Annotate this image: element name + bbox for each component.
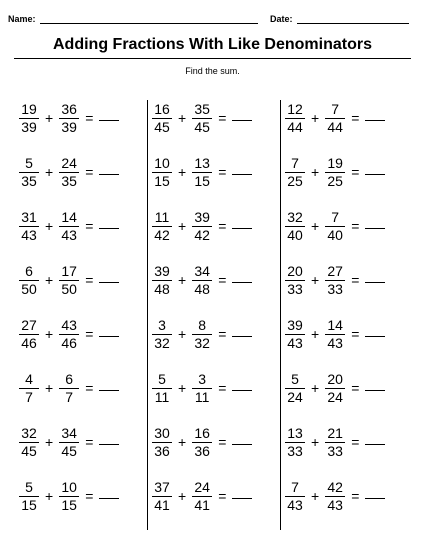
denominator: 40 — [287, 226, 303, 243]
fraction — [151, 318, 173, 351]
answer-blank[interactable] — [232, 497, 252, 499]
fraction — [18, 210, 40, 243]
answer-blank[interactable] — [99, 173, 119, 175]
denominator: 7 — [25, 388, 33, 405]
denominator: 25 — [327, 172, 343, 189]
problem-item — [18, 97, 151, 139]
denominator: 36 — [194, 442, 210, 459]
problem-item — [151, 421, 284, 463]
numerator: 43 — [61, 316, 77, 333]
numerator: 5 — [25, 154, 33, 171]
equals-sign: = — [218, 218, 227, 234]
equals-sign: = — [351, 164, 360, 180]
denominator: 7 — [65, 388, 74, 405]
problem-item — [18, 475, 151, 517]
problem-item — [18, 259, 151, 301]
problem-item — [284, 151, 412, 193]
problem-item — [284, 475, 412, 517]
answer-blank[interactable] — [232, 389, 252, 391]
plus-sign: + — [45, 110, 54, 126]
answer-blank[interactable] — [232, 443, 252, 445]
denominator: 35 — [61, 172, 77, 189]
denominator: 36 — [154, 442, 170, 459]
numerator: 3 — [158, 316, 166, 333]
numerator: 21 — [327, 424, 343, 441]
numerator: 4 — [25, 370, 33, 387]
fraction — [324, 156, 346, 189]
plus-sign: + — [45, 434, 54, 450]
numerator: 3 — [198, 370, 207, 387]
answer-blank[interactable] — [232, 173, 252, 175]
denominator: 43 — [327, 334, 343, 351]
answer-blank[interactable] — [99, 281, 119, 283]
plus-sign: + — [311, 110, 320, 126]
fraction — [191, 156, 213, 189]
denominator: 42 — [194, 226, 210, 243]
date-line[interactable] — [297, 14, 409, 24]
problem-item — [151, 259, 284, 301]
answer-blank[interactable] — [365, 389, 385, 391]
fraction — [151, 480, 173, 513]
fraction — [18, 102, 40, 135]
numerator: 7 — [331, 100, 340, 117]
answer-blank[interactable] — [99, 443, 119, 445]
plus-sign: + — [178, 272, 187, 288]
answer-blank[interactable] — [99, 119, 119, 121]
denominator: 46 — [61, 334, 77, 351]
fraction — [18, 480, 40, 513]
answer-blank[interactable] — [99, 389, 119, 391]
fraction — [58, 480, 80, 513]
equals-sign: = — [218, 272, 227, 288]
plus-sign: + — [45, 326, 54, 342]
problem-grid — [18, 97, 412, 529]
numerator: 31 — [21, 208, 37, 225]
denominator: 24 — [327, 388, 343, 405]
denominator: 48 — [154, 280, 170, 297]
fraction — [58, 264, 80, 297]
problem-item — [18, 205, 151, 247]
fraction — [191, 318, 213, 351]
equals-sign: = — [218, 488, 227, 504]
answer-blank[interactable] — [365, 227, 385, 229]
fraction — [151, 102, 173, 135]
denominator: 24 — [287, 388, 303, 405]
date-label: Date: — [270, 14, 293, 24]
problem-item — [18, 151, 151, 193]
name-label: Name: — [8, 14, 36, 24]
numerator: 8 — [198, 316, 207, 333]
numerator: 7 — [291, 154, 299, 171]
fraction — [324, 264, 346, 297]
fraction — [191, 102, 213, 135]
problem-item — [18, 313, 151, 355]
numerator: 30 — [154, 424, 170, 441]
denominator: 43 — [287, 496, 303, 513]
equals-sign: = — [351, 218, 360, 234]
plus-sign: + — [45, 272, 54, 288]
problem-item — [284, 421, 412, 463]
denominator: 15 — [61, 496, 77, 513]
fraction — [18, 318, 40, 351]
plus-sign: + — [311, 434, 320, 450]
answer-blank[interactable] — [99, 497, 119, 499]
denominator: 33 — [287, 442, 303, 459]
numerator: 12 — [287, 100, 303, 117]
numerator: 13 — [194, 154, 210, 171]
fraction — [284, 210, 306, 243]
problem-item — [18, 421, 151, 463]
denominator: 35 — [21, 172, 37, 189]
numerator: 19 — [21, 100, 37, 117]
denominator: 41 — [194, 496, 210, 513]
plus-sign: + — [311, 380, 320, 396]
equals-sign: = — [218, 110, 227, 126]
plus-sign: + — [311, 218, 320, 234]
numerator: 42 — [327, 478, 343, 495]
plus-sign: + — [178, 326, 187, 342]
fraction — [191, 426, 213, 459]
denominator: 41 — [154, 496, 170, 513]
denominator: 43 — [327, 496, 343, 513]
plus-sign: + — [45, 164, 54, 180]
numerator: 7 — [331, 208, 340, 225]
fraction — [191, 372, 213, 405]
problem-item — [284, 313, 412, 355]
answer-blank[interactable] — [365, 173, 385, 175]
name-line[interactable] — [40, 14, 258, 24]
fraction — [191, 480, 213, 513]
numerator: 24 — [194, 478, 210, 495]
worksheet-header — [8, 12, 417, 26]
denominator: 25 — [287, 172, 303, 189]
plus-sign: + — [45, 218, 54, 234]
fraction — [324, 318, 346, 351]
numerator: 5 — [291, 370, 299, 387]
plus-sign: + — [178, 434, 187, 450]
name-field — [8, 12, 258, 24]
problem-item — [284, 259, 412, 301]
fraction — [284, 102, 306, 135]
numerator: 34 — [61, 424, 77, 441]
denominator: 48 — [194, 280, 210, 297]
problem-item — [151, 475, 284, 517]
numerator: 39 — [194, 208, 210, 225]
fraction — [18, 156, 40, 189]
numerator: 20 — [287, 262, 303, 279]
denominator: 33 — [287, 280, 303, 297]
problem-item — [151, 313, 284, 355]
fraction — [151, 210, 173, 243]
equals-sign: = — [351, 326, 360, 342]
denominator: 45 — [154, 118, 170, 135]
numerator: 6 — [25, 262, 33, 279]
denominator: 45 — [194, 118, 210, 135]
numerator: 5 — [25, 478, 33, 495]
answer-blank[interactable] — [365, 119, 385, 121]
fraction — [284, 156, 306, 189]
numerator: 10 — [154, 154, 170, 171]
denominator: 45 — [21, 442, 37, 459]
answer-blank[interactable] — [365, 497, 385, 499]
fraction — [58, 372, 80, 405]
denominator: 11 — [154, 388, 170, 405]
fraction — [151, 264, 173, 297]
denominator: 15 — [194, 172, 210, 189]
numerator: 39 — [154, 262, 170, 279]
answer-blank[interactable] — [232, 227, 252, 229]
fraction — [151, 426, 173, 459]
denominator: 32 — [154, 334, 170, 351]
denominator: 44 — [287, 118, 303, 135]
denominator: 15 — [154, 172, 170, 189]
answer-blank[interactable] — [365, 281, 385, 283]
equals-sign: = — [218, 326, 227, 342]
numerator: 14 — [61, 208, 77, 225]
fraction — [18, 264, 40, 297]
plus-sign: + — [45, 380, 54, 396]
denominator: 42 — [154, 226, 170, 243]
equals-sign: = — [218, 434, 227, 450]
problem-item — [284, 367, 412, 409]
plus-sign: + — [311, 326, 320, 342]
answer-blank[interactable] — [99, 335, 119, 337]
answer-blank[interactable] — [232, 281, 252, 283]
problem-item — [284, 205, 412, 247]
page-title: Adding Fractions With Like Denominators — [53, 36, 372, 53]
fraction — [284, 318, 306, 351]
fraction — [324, 102, 346, 135]
numerator: 36 — [61, 100, 77, 117]
fraction — [284, 264, 306, 297]
title-underline — [14, 58, 411, 59]
plus-sign: + — [178, 164, 187, 180]
numerator: 14 — [327, 316, 343, 333]
numerator: 39 — [287, 316, 303, 333]
plus-sign: + — [178, 218, 187, 234]
problem-item — [18, 367, 151, 409]
numerator: 35 — [194, 100, 210, 117]
fraction — [191, 264, 213, 297]
denominator: 50 — [21, 280, 37, 297]
numerator: 34 — [194, 262, 210, 279]
numerator: 10 — [61, 478, 77, 495]
denominator: 43 — [21, 226, 37, 243]
fraction — [324, 426, 346, 459]
denominator: 33 — [327, 442, 343, 459]
answer-blank[interactable] — [365, 335, 385, 337]
plus-sign: + — [311, 164, 320, 180]
fraction — [324, 210, 346, 243]
equals-sign: = — [351, 110, 360, 126]
denominator: 39 — [21, 118, 37, 135]
fraction — [58, 156, 80, 189]
denominator: 44 — [327, 118, 343, 135]
fraction — [191, 210, 213, 243]
fraction — [58, 318, 80, 351]
equals-sign: = — [351, 272, 360, 288]
answer-blank[interactable] — [232, 119, 252, 121]
fraction — [151, 372, 173, 405]
instructions: Find the sum. — [185, 66, 240, 76]
fraction — [284, 372, 306, 405]
fraction — [324, 372, 346, 405]
fraction — [18, 426, 40, 459]
numerator: 5 — [158, 370, 166, 387]
numerator: 20 — [327, 370, 343, 387]
denominator: 39 — [61, 118, 77, 135]
numerator: 6 — [65, 370, 74, 387]
problem-item — [284, 97, 412, 139]
denominator: 50 — [61, 280, 77, 297]
fraction — [151, 156, 173, 189]
equals-sign: = — [85, 110, 94, 126]
plus-sign: + — [45, 488, 54, 504]
problem-item — [151, 367, 284, 409]
numerator: 27 — [21, 316, 37, 333]
denominator: 32 — [194, 334, 210, 351]
plus-sign: + — [178, 110, 187, 126]
fraction — [18, 372, 40, 405]
numerator: 13 — [287, 424, 303, 441]
answer-blank[interactable] — [365, 443, 385, 445]
equals-sign: = — [85, 272, 94, 288]
numerator: 7 — [291, 478, 299, 495]
numerator: 37 — [154, 478, 170, 495]
problem-item — [151, 97, 284, 139]
denominator: 15 — [21, 496, 37, 513]
fraction — [58, 426, 80, 459]
fraction — [58, 102, 80, 135]
denominator: 46 — [21, 334, 37, 351]
fraction — [284, 480, 306, 513]
numerator: 32 — [21, 424, 37, 441]
numerator: 16 — [194, 424, 210, 441]
date-field — [270, 12, 409, 24]
fraction — [324, 480, 346, 513]
denominator: 40 — [327, 226, 343, 243]
problem-item — [151, 205, 284, 247]
equals-sign: = — [85, 434, 94, 450]
plus-sign: + — [178, 488, 187, 504]
equals-sign: = — [85, 218, 94, 234]
numerator: 27 — [327, 262, 343, 279]
denominator: 45 — [61, 442, 77, 459]
equals-sign: = — [351, 380, 360, 396]
problem-item — [151, 151, 284, 193]
numerator: 32 — [287, 208, 303, 225]
plus-sign: + — [311, 272, 320, 288]
answer-blank[interactable] — [99, 227, 119, 229]
answer-blank[interactable] — [232, 335, 252, 337]
equals-sign: = — [218, 380, 227, 396]
numerator: 19 — [327, 154, 343, 171]
equals-sign: = — [85, 326, 94, 342]
numerator: 16 — [154, 100, 170, 117]
fraction — [284, 426, 306, 459]
plus-sign: + — [311, 488, 320, 504]
equals-sign: = — [351, 434, 360, 450]
equals-sign: = — [85, 488, 94, 504]
denominator: 33 — [327, 280, 343, 297]
equals-sign: = — [85, 380, 94, 396]
denominator: 43 — [287, 334, 303, 351]
numerator: 24 — [61, 154, 77, 171]
plus-sign: + — [178, 380, 187, 396]
denominator: 11 — [194, 388, 210, 405]
equals-sign: = — [351, 488, 360, 504]
numerator: 11 — [154, 208, 170, 225]
equals-sign: = — [85, 164, 94, 180]
numerator: 17 — [61, 262, 77, 279]
fraction — [58, 210, 80, 243]
equals-sign: = — [218, 164, 227, 180]
denominator: 43 — [61, 226, 77, 243]
